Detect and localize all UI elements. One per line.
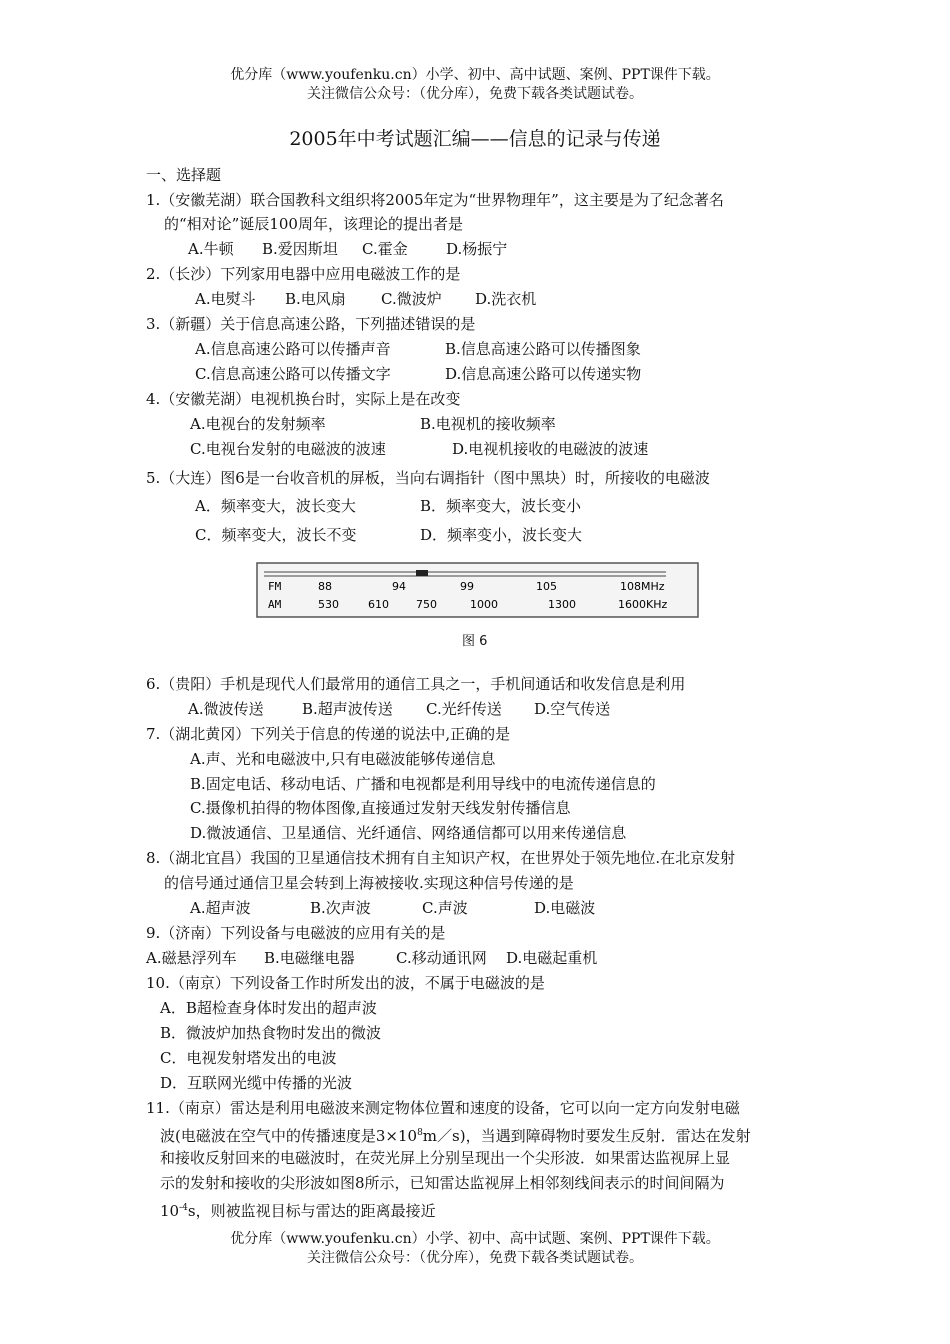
q5-option-b: B．频率变大，波长变小: [420, 497, 582, 515]
q11-line-2-part-b: m／s)，当遇到障碍物时要发生反射．雷达在发射: [422, 1127, 751, 1145]
q5-options-row-1: [195, 496, 581, 516]
q6-option-a: A.微波传送: [188, 700, 264, 718]
q9-option-a: A.磁悬浮列车: [146, 949, 237, 967]
q4-option-b: B.电视机的接收频率: [420, 415, 556, 433]
q6-option-c: C.光纤传送: [426, 700, 502, 718]
q2-option-a: A.电熨斗: [195, 290, 256, 308]
q8-options: [190, 898, 595, 918]
q3-option-c: C.信息高速公路可以传播文字: [195, 365, 391, 383]
q11-line-2: [160, 1123, 751, 1146]
q9-option-d: D.电磁起重机: [506, 949, 598, 967]
q4-option-d: D.电视机接收的电磁波的波速: [452, 440, 649, 458]
q3-option-d: D.信息高速公路可以传递实物: [445, 365, 642, 383]
am-tick-750: 750: [416, 598, 437, 611]
q2-stem: 2.（长沙）下列家用电器中应用电磁波工作的是: [146, 265, 461, 283]
q11-line-2-part-a: 波(电磁波在空气中的传播速度是3×10: [160, 1127, 418, 1145]
footer-line-2: 关注微信公众号：（优分库），免费下载各类试题试卷。: [307, 1250, 643, 1266]
am-tick-530: 530: [318, 598, 339, 611]
am-tick-610: 610: [368, 598, 389, 611]
q2-option-c: C.微波炉: [381, 290, 442, 308]
fm-tick-88: 88: [318, 580, 332, 593]
q10-option-c: C．电视发射塔发出的电波: [160, 1049, 337, 1067]
q1-options: [188, 239, 507, 259]
q7-option-b: B.固定电话、移动电话、广播和电视都是利用导线中的电流传递信息的: [190, 775, 656, 793]
page-title: 2005年中考试题汇编——信息的记录与传递: [289, 128, 661, 150]
q11-line-5: [160, 1198, 436, 1221]
q10-option-a: A．B超检查身体时发出的超声波: [160, 999, 377, 1017]
q2-options: [195, 289, 536, 309]
header-line-1: 优分库（www.youfenku.cn）小学、初中、高中试题、案例、PPT课件下载。: [230, 67, 720, 83]
am-tick-1000: 1000: [470, 598, 498, 611]
q8-stem-line-1: 8.（湖北宜昌）我国的卫星通信技术拥有自主知识产权，在世界处于领先地位.在北京发射: [146, 849, 736, 867]
q11-line-3: 和接收反射回来的电磁波时，在荧光屏上分别呈现出一个尖形波．如果雷达监视屏上显: [160, 1149, 731, 1167]
q1-option-b: B.爱因斯坦: [262, 240, 338, 258]
fm-tick-94: 94: [392, 580, 406, 593]
q7-option-d: D.微波通信、卫星通信、光纤通信、网络通信都可以用来传递信息: [190, 824, 627, 842]
fm-label: FM: [268, 580, 282, 593]
q11-exponent-8: 8: [417, 1128, 423, 1138]
q1-option-d: D.杨振宁: [446, 240, 508, 258]
q1-stem-line-1: 1.（安徽芜湖）联合国教科文组织将2005年定为“世界物理年”，这主要是为了纪念著名: [146, 191, 724, 209]
q8-option-c: C.声波: [422, 899, 468, 917]
q2-option-d: D.洗衣机: [475, 290, 537, 308]
q7-option-c: C.摄像机拍得的物体图像,直接通过发射天线发射传播信息: [190, 799, 571, 817]
q3-options-row-1: [195, 339, 641, 359]
figure-6-caption: 图 6: [462, 634, 488, 649]
q9-options: [146, 948, 597, 968]
q4-stem: 4.（安徽芜湖）电视机换台时，实际上是在改变: [146, 390, 461, 408]
q8-option-d: D.电磁波: [534, 899, 596, 917]
q2-option-b: B.电风扇: [285, 290, 346, 308]
q4-option-c: C.电视台发射的电磁波的波速: [190, 440, 386, 458]
q4-options-row-2: [190, 439, 648, 459]
q11-line-1: 11.（南京）雷达是利用电磁波来测定物体位置和速度的设备，它可以向一定方向发射电磁: [146, 1099, 740, 1117]
q5-stem: 5.（大连）图6是一台收音机的屏板，当向右调指针（图中黑块）时，所接收的电磁波: [146, 469, 710, 487]
q6-option-d: D.空气传送: [534, 700, 611, 718]
q3-stem: 3.（新疆）关于信息高速公路，下列描述错误的是: [146, 315, 476, 333]
q7-option-a: A.声、光和电磁波中,只有电磁波能够传递信息: [190, 750, 496, 768]
footer-line-1: 优分库（www.youfenku.cn）小学、初中、高中试题、案例、PPT课件下载。: [230, 1231, 720, 1247]
fm-tick-108: 108MHz: [620, 580, 665, 593]
dial-pointer: [416, 570, 428, 576]
q6-option-b: B.超声波传送: [302, 700, 393, 718]
q7-stem: 7.（湖北黄冈）下列关于信息的传递的说法中,正确的是: [146, 725, 511, 743]
q4-option-a: A.电视台的发射频率: [190, 415, 326, 433]
q10-option-b: B．微波炉加热食物时发出的微波: [160, 1024, 382, 1042]
q5-option-d: D．频率变小，波长变大: [420, 526, 583, 544]
fm-tick-99: 99: [460, 580, 474, 593]
am-tick-1300: 1300: [548, 598, 576, 611]
q11-line-5-part-a: 10: [160, 1202, 180, 1220]
q1-stem-line-2: 的“相对论”诞辰100周年，该理论的提出者是: [164, 215, 463, 233]
q4-options-row-1: [190, 414, 556, 434]
fm-tick-105: 105: [536, 580, 557, 593]
q5-option-c: C．频率变大，波长不变: [195, 526, 357, 544]
radio-dial-figure: [256, 562, 699, 618]
q3-options-row-2: [195, 364, 641, 384]
q11-line-4: 示的发射和接收的尖形波如图8所示，已知雷达监视屏上相邻刻线间表示的时间间隔为: [160, 1174, 725, 1192]
q10-option-d: D．互联网光缆中传播的光波: [160, 1074, 353, 1092]
am-tick-1600: 1600KHz: [618, 598, 668, 611]
q11-line-5-part-b: s，则被监视目标与雷达的距离最接近: [187, 1202, 436, 1220]
q9-option-c: C.移动通讯网: [396, 949, 487, 967]
q6-stem: 6.（贵阳）手机是现代人们最常用的通信工具之一，手机间通话和收发信息是利用: [146, 675, 686, 693]
q8-stem-line-2: 的信号通过通信卫星会转到上海被接收.实现这种信号传递的是: [164, 874, 574, 892]
q6-options: [188, 699, 610, 719]
q10-stem: 10.（南京）下列设备工作时所发出的波，不属于电磁波的是: [146, 974, 545, 992]
q8-option-b: B.次声波: [310, 899, 371, 917]
am-label: AM: [268, 598, 282, 611]
q3-option-a: A.信息高速公路可以传播声音: [195, 340, 391, 358]
q8-option-a: A.超声波: [190, 899, 251, 917]
q9-stem: 9.（济南）下列设备与电磁波的应用有关的是: [146, 924, 446, 942]
q1-option-a: A.牛顿: [188, 240, 234, 258]
q5-option-a: A．频率变大，波长变大: [195, 497, 356, 515]
header-line-2: 关注微信公众号：（优分库），免费下载各类试题试卷。: [307, 86, 643, 102]
q11-exponent-neg4: -4: [179, 1203, 188, 1213]
q9-option-b: B.电磁继电器: [264, 949, 355, 967]
q1-option-c: C.霍金: [362, 240, 408, 258]
q3-option-b: B.信息高速公路可以传播图象: [445, 340, 641, 358]
q5-options-row-2: [195, 525, 582, 545]
section-heading: 一、选择题: [146, 166, 222, 184]
